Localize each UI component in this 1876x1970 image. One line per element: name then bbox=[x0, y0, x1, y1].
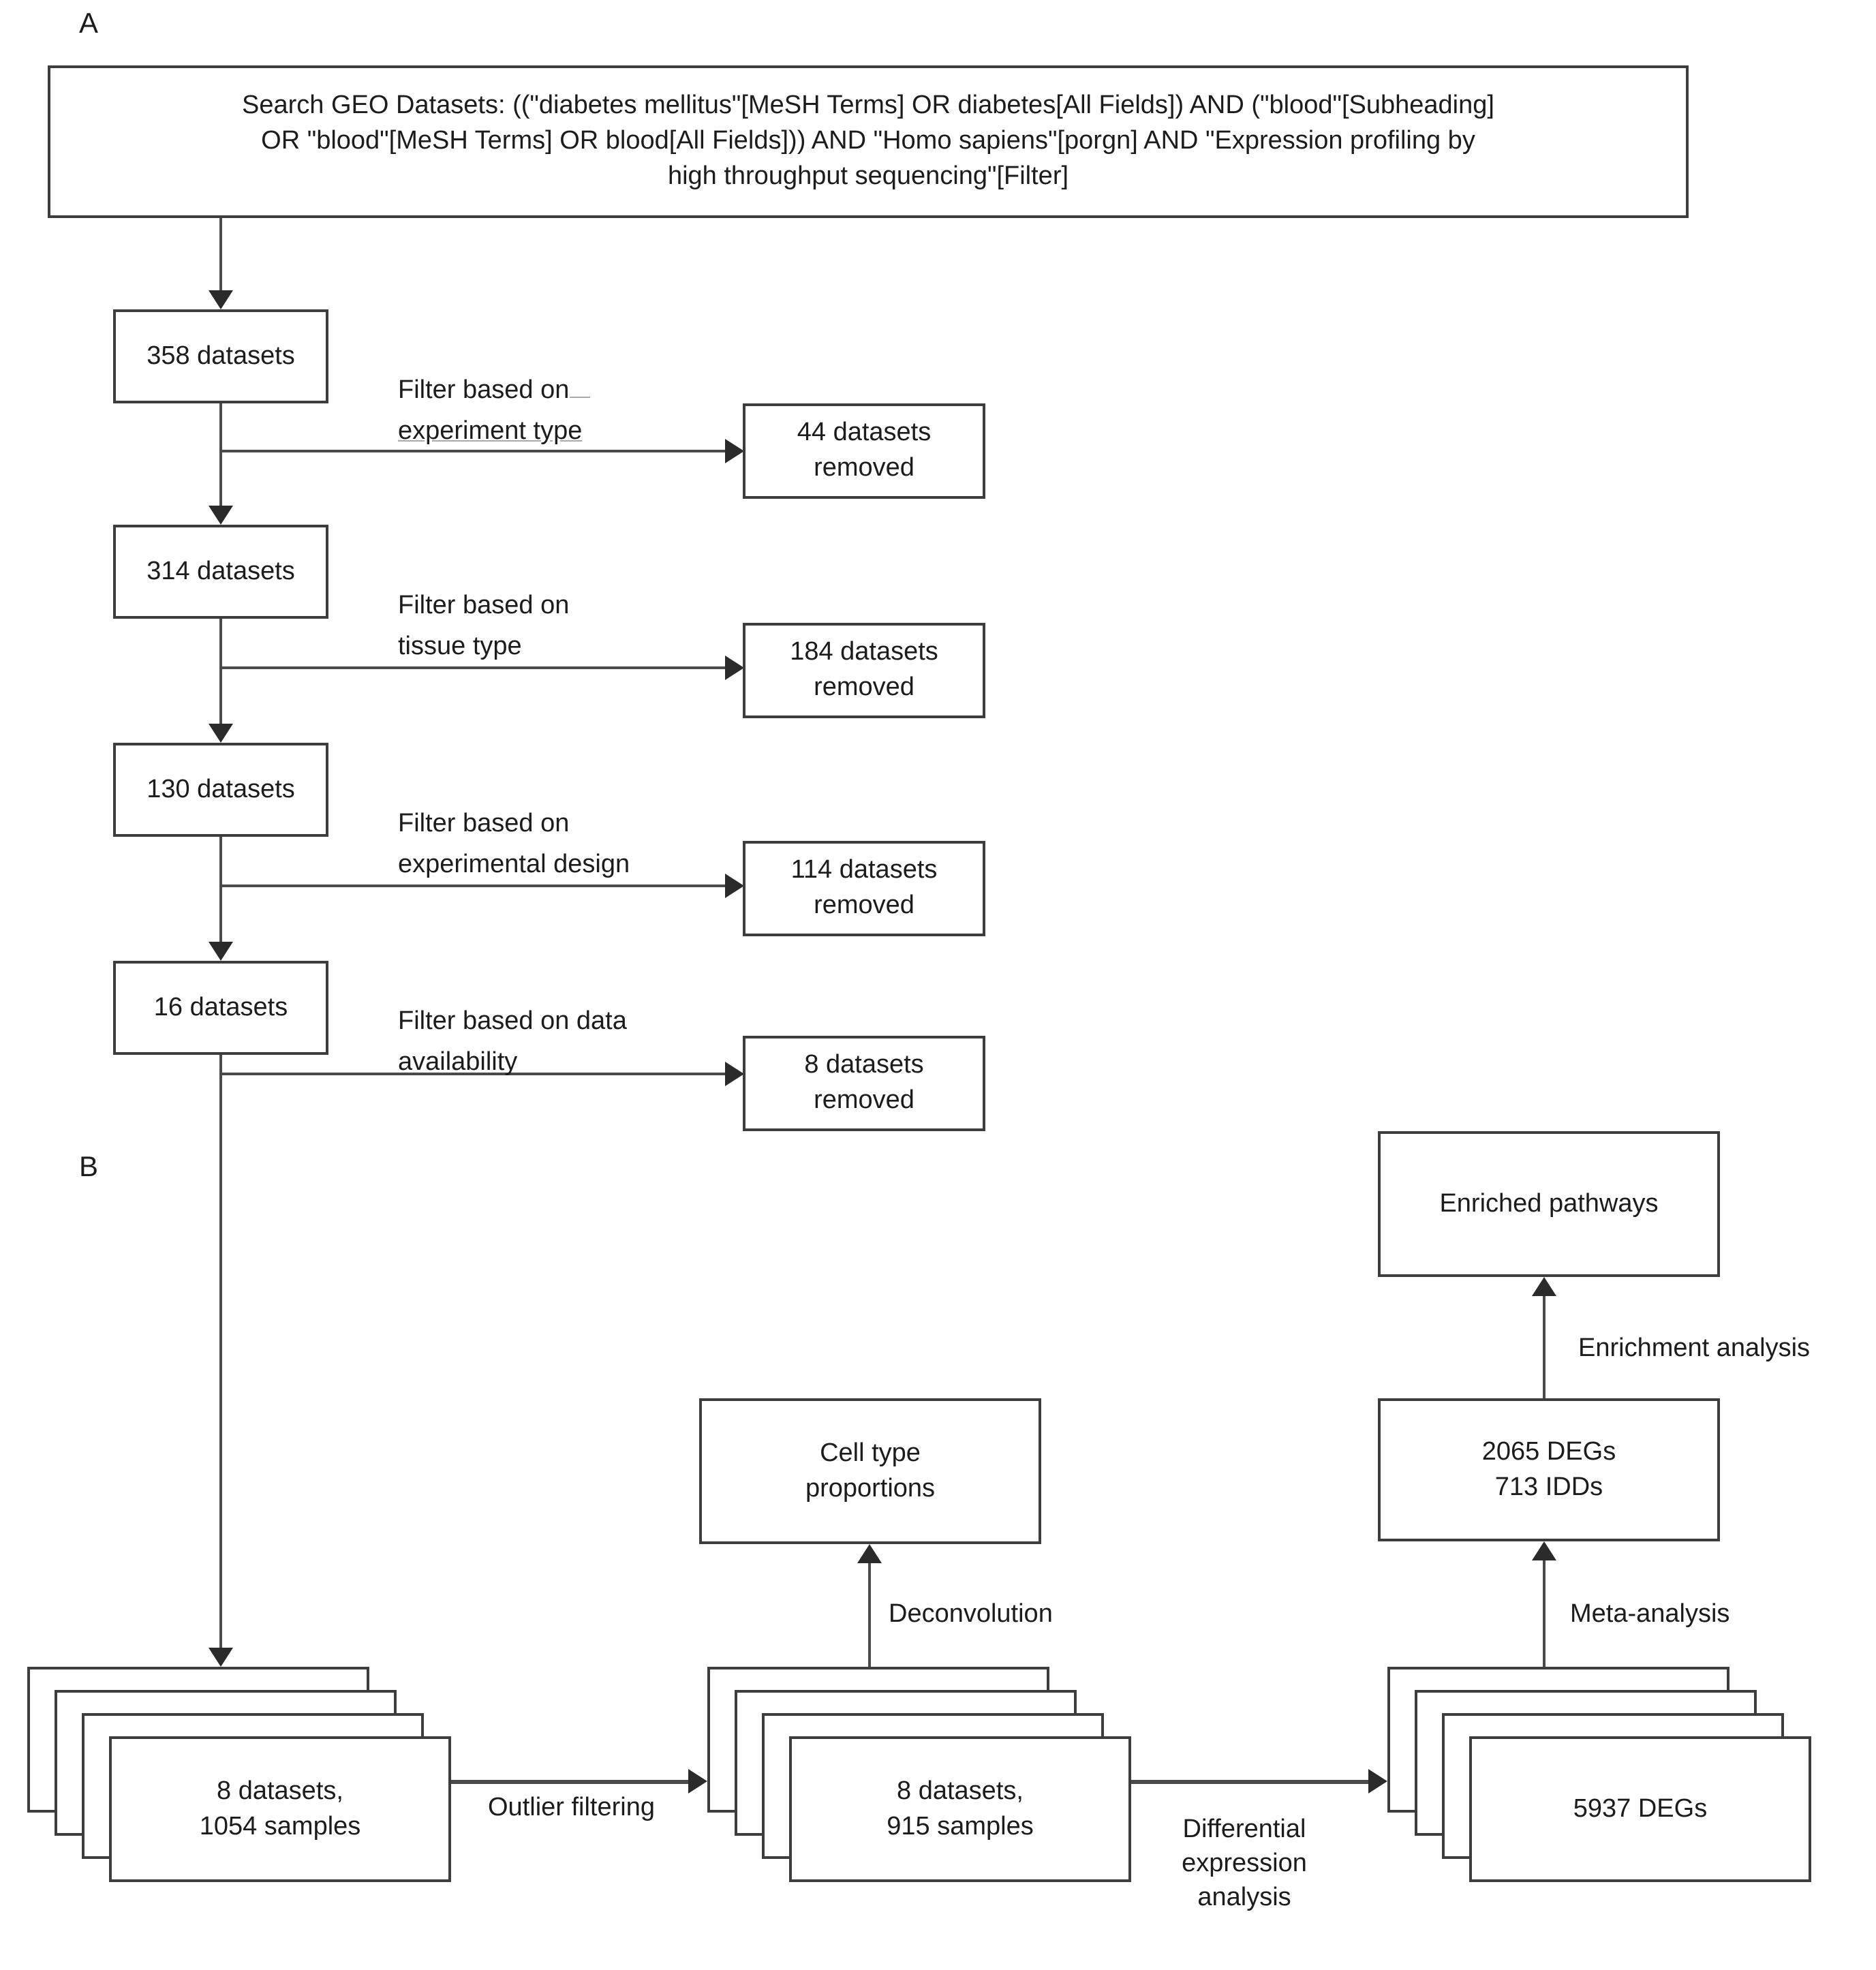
flow-box-130-label: 130 datasets bbox=[147, 775, 295, 803]
differential-expression-label bbox=[1156, 1813, 1333, 1915]
flow-box-16-label: 16 datasets bbox=[153, 993, 288, 1021]
connector-314-to-130 bbox=[219, 619, 222, 724]
arrowhead-right-1 bbox=[725, 439, 744, 463]
removed-box-8 bbox=[743, 1036, 985, 1131]
filter-1-line1: Filter based on bbox=[398, 376, 570, 405]
search-query-box bbox=[48, 65, 1689, 218]
filter-3-line1: Filter based on bbox=[398, 810, 570, 838]
connector-stack-to-celltype bbox=[868, 1563, 871, 1667]
flow-box-314-label: 314 datasets bbox=[147, 557, 295, 585]
stack-915-line1: 8 datasets, bbox=[897, 1776, 1024, 1805]
search-query-line3: high throughput sequencing"[Filter] bbox=[667, 162, 1069, 191]
enriched-pathways-box bbox=[1378, 1131, 1720, 1277]
connector-search-to-358 bbox=[219, 218, 222, 290]
removed-44-line2: removed bbox=[814, 454, 914, 482]
filter-label-tissue-type bbox=[398, 586, 569, 668]
flow-box-358-label: 358 datasets bbox=[147, 341, 295, 370]
meta-analysis-label: Meta-analysis bbox=[1570, 1600, 1730, 1629]
removed-184-line2: removed bbox=[814, 673, 914, 702]
filter-1-line2: experiment type bbox=[398, 417, 583, 446]
filter-2-line1: Filter based on bbox=[398, 591, 570, 620]
degs-line2: 713 IDDs bbox=[1494, 1473, 1603, 1501]
flow-box-130-datasets bbox=[113, 743, 328, 837]
flow-box-358-datasets bbox=[113, 309, 328, 403]
arrowhead-up-celltype bbox=[857, 1544, 882, 1563]
diff-line2: expression bbox=[1182, 1849, 1307, 1878]
degs-line1: 2065 DEGs bbox=[1481, 1437, 1616, 1466]
arrowhead-down-358 bbox=[209, 290, 233, 309]
stack-915-samples bbox=[707, 1667, 1131, 1882]
enriched-pathways-label: Enriched pathways bbox=[1439, 1189, 1659, 1218]
arrowhead-right-outlier bbox=[688, 1769, 707, 1794]
stack-front-915 bbox=[789, 1736, 1131, 1882]
diff-line3: analysis bbox=[1197, 1883, 1291, 1912]
diff-line1: Differential bbox=[1182, 1815, 1306, 1844]
cell-type-line1: Cell type bbox=[820, 1438, 921, 1467]
stray-underline bbox=[569, 378, 589, 398]
connector-diff-expression bbox=[1131, 1780, 1370, 1784]
stack-1054-samples bbox=[27, 1667, 451, 1882]
filter-label-experimental-design bbox=[398, 804, 630, 886]
connector-358-to-314 bbox=[219, 403, 222, 506]
connector-16-to-stack bbox=[219, 1055, 222, 1648]
panel-b-label: B bbox=[79, 1152, 99, 1183]
arrowhead-down-16 bbox=[209, 942, 233, 961]
stack-5937-line1: 5937 DEGs bbox=[1573, 1794, 1708, 1823]
filter-4-line2: availability bbox=[398, 1048, 518, 1077]
arrowhead-up-enriched bbox=[1532, 1277, 1556, 1296]
removed-box-184 bbox=[743, 623, 985, 718]
arrowhead-right-3 bbox=[725, 874, 744, 898]
flow-box-16-datasets bbox=[113, 961, 328, 1055]
stack-1054-line1: 8 datasets, bbox=[217, 1776, 343, 1805]
arrowhead-down-314 bbox=[209, 506, 233, 525]
outlier-filtering-label: Outlier filtering bbox=[488, 1794, 655, 1822]
arrowhead-right-4 bbox=[725, 1062, 744, 1086]
stack-915-line2: 915 samples bbox=[887, 1812, 1034, 1841]
filter-4-line1: Filter based on data bbox=[398, 1007, 627, 1036]
arrowhead-right-2 bbox=[725, 656, 744, 680]
flow-box-314-datasets bbox=[113, 525, 328, 619]
filter-3-line2: experimental design bbox=[398, 850, 630, 879]
filter-label-experiment-type bbox=[398, 371, 589, 452]
removed-114-line1: 114 datasets bbox=[790, 856, 938, 884]
filter-label-data-availability bbox=[398, 1002, 627, 1083]
removed-8-line2: removed bbox=[814, 1086, 914, 1115]
connector-stack-to-degs bbox=[1543, 1560, 1546, 1667]
connector-outlier-filtering bbox=[451, 1780, 690, 1784]
cell-type-proportions-box bbox=[699, 1398, 1041, 1544]
arrowhead-down-130 bbox=[209, 724, 233, 743]
search-query-line2: OR "blood"[MeSH Terms] OR blood[All Fields])) AND "Homo sapiens"[porgn] AND "Expression profiling by bbox=[261, 127, 1475, 155]
removed-44-line1: 44 datasets bbox=[797, 418, 932, 447]
connector-130-to-16 bbox=[219, 837, 222, 942]
deconvolution-label: Deconvolution bbox=[889, 1600, 1053, 1629]
connector-degs-to-enriched bbox=[1543, 1296, 1546, 1398]
arrowhead-right-diff bbox=[1368, 1769, 1387, 1794]
stack-front-5937 bbox=[1469, 1736, 1811, 1882]
degs-idds-box bbox=[1378, 1398, 1720, 1541]
removed-8-line1: 8 datasets bbox=[804, 1051, 924, 1079]
removed-box-44 bbox=[743, 403, 985, 499]
stack-1054-line2: 1054 samples bbox=[199, 1812, 361, 1841]
removed-114-line2: removed bbox=[814, 891, 914, 920]
arrowhead-down-left-stack bbox=[209, 1648, 233, 1667]
enrichment-analysis-label: Enrichment analysis bbox=[1578, 1334, 1811, 1363]
removed-184-line1: 184 datasets bbox=[790, 638, 938, 666]
removed-box-114 bbox=[743, 841, 985, 936]
arrowhead-up-degs bbox=[1532, 1541, 1556, 1560]
stack-front-1054 bbox=[109, 1736, 451, 1882]
filter-2-line2: tissue type bbox=[398, 632, 522, 661]
search-query-line1: Search GEO Datasets: (("diabetes mellitus"[MeSH Terms] OR diabetes[All Fields]) AND ("blood"[Subheading] bbox=[242, 91, 1494, 120]
cell-type-line2: proportions bbox=[805, 1474, 936, 1503]
panel-a-label: A bbox=[79, 8, 99, 40]
stack-5937-degs bbox=[1387, 1667, 1811, 1882]
